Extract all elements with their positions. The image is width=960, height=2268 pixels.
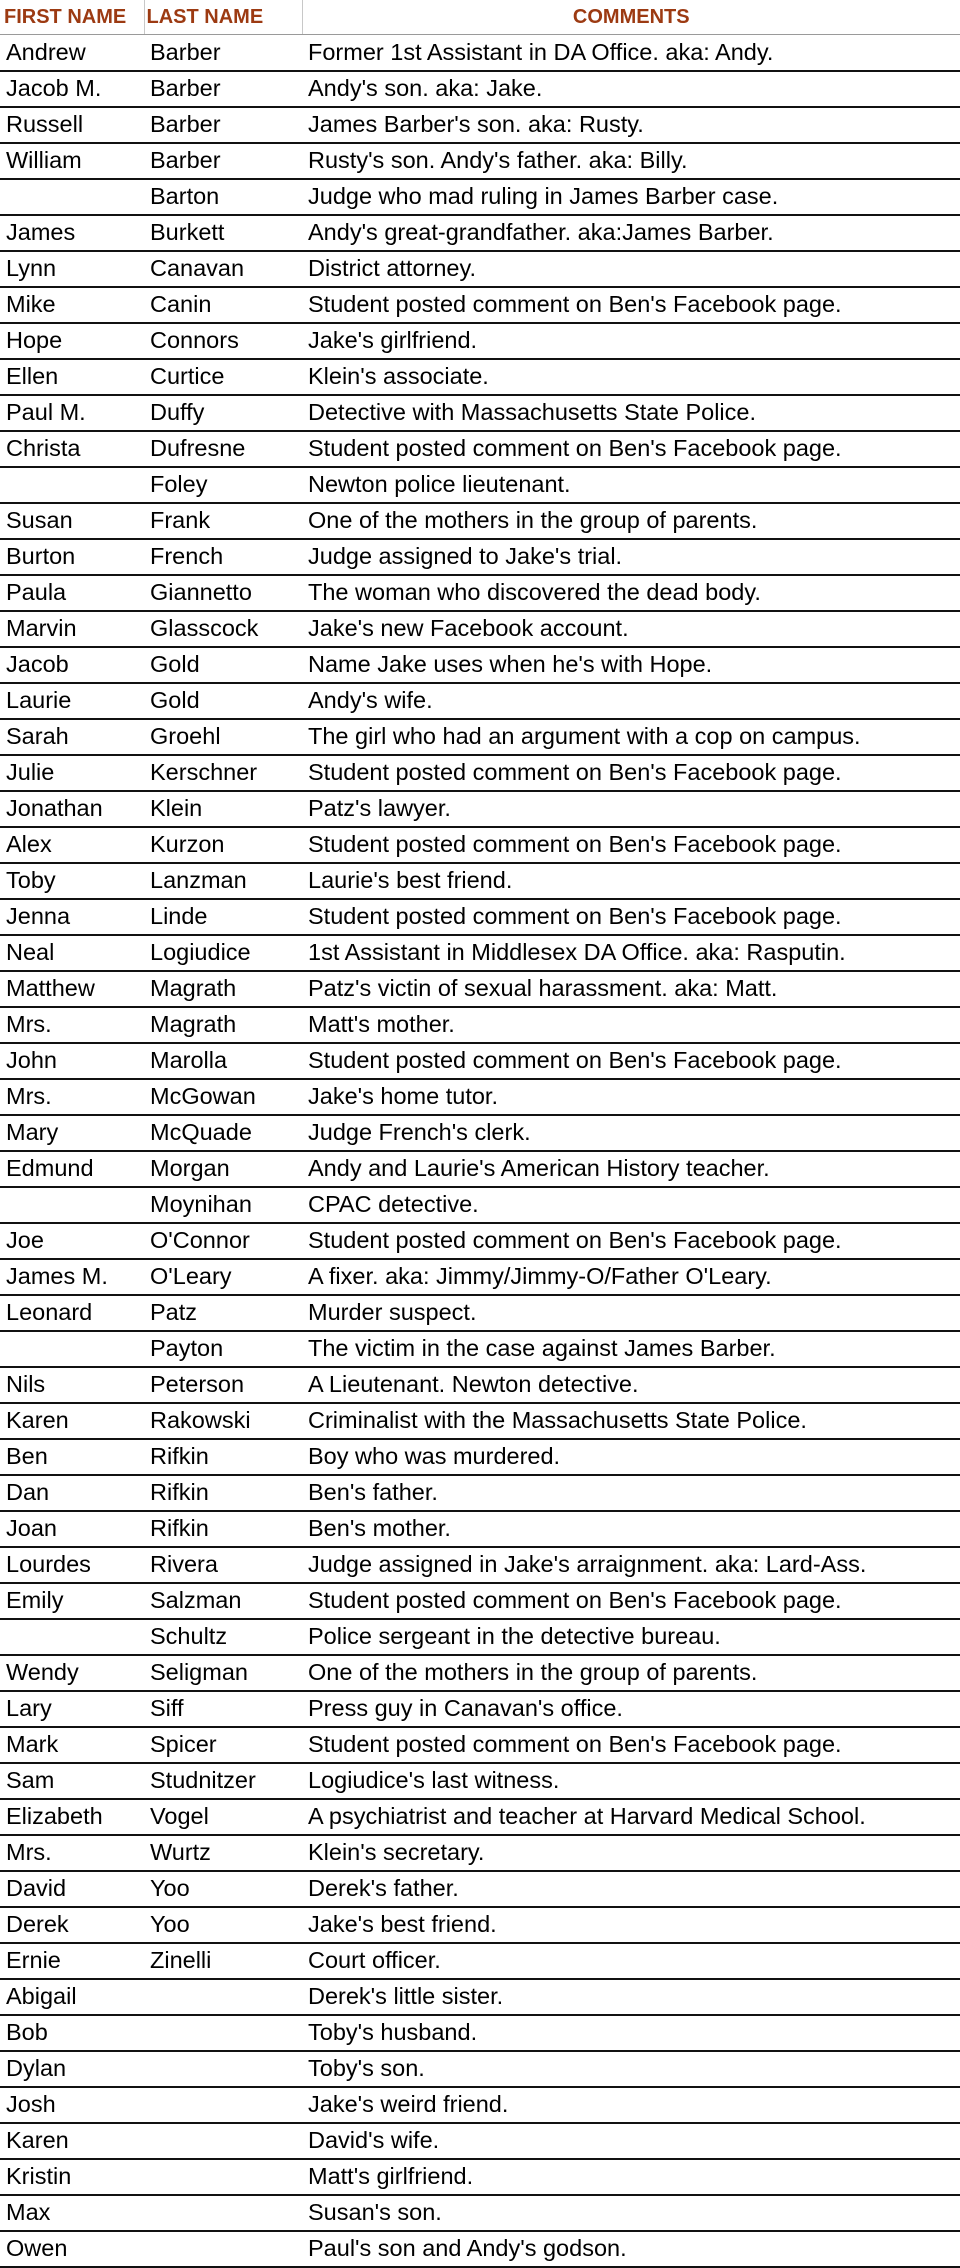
table-row xyxy=(0,2015,960,2051)
table-row xyxy=(0,395,960,431)
first-name-cell: Alex xyxy=(0,827,144,863)
table-row xyxy=(0,2087,960,2123)
last-name-cell: Barber xyxy=(144,71,302,107)
table-row xyxy=(0,1151,960,1187)
comment-cell: Judge French's clerk. xyxy=(302,1115,960,1151)
first-name-cell: Jacob xyxy=(0,647,144,683)
table-row xyxy=(0,1115,960,1151)
last-name-cell: French xyxy=(144,539,302,575)
comment-cell: Judge assigned in Jake's arraignment. aka: Lard-Ass. xyxy=(302,1547,960,1583)
last-name-cell: Rakowski xyxy=(144,1403,302,1439)
table-row xyxy=(0,1583,960,1619)
comment-cell: James Barber's son. aka: Rusty. xyxy=(302,107,960,143)
first-name-cell: Dylan xyxy=(0,2051,144,2087)
first-name-cell: Elizabeth xyxy=(0,1799,144,1835)
first-name-cell: Derek xyxy=(0,1907,144,1943)
last-name-cell: Glasscock xyxy=(144,611,302,647)
table-row xyxy=(0,611,960,647)
comment-cell: Andy's great-grandfather. aka:James Barber. xyxy=(302,215,960,251)
table-row xyxy=(0,71,960,107)
last-name-cell xyxy=(144,2015,302,2051)
last-name-cell: Duffy xyxy=(144,395,302,431)
first-name-cell: Karen xyxy=(0,2123,144,2159)
table-row xyxy=(0,359,960,395)
table-row xyxy=(0,1187,960,1223)
table-row xyxy=(0,1619,960,1655)
comment-cell: Court officer. xyxy=(302,1943,960,1979)
first-name-cell: Toby xyxy=(0,863,144,899)
first-name-cell: Joan xyxy=(0,1511,144,1547)
table-row xyxy=(0,863,960,899)
first-name-cell: Lynn xyxy=(0,251,144,287)
comment-cell: Name Jake uses when he's with Hope. xyxy=(302,647,960,683)
last-name-cell: McQuade xyxy=(144,1115,302,1151)
comment-cell: Student posted comment on Ben's Facebook page. xyxy=(302,1727,960,1763)
last-name-cell: Foley xyxy=(144,467,302,503)
comment-cell: David's wife. xyxy=(302,2123,960,2159)
first-name-cell: Neal xyxy=(0,935,144,971)
last-name-cell: Siff xyxy=(144,1691,302,1727)
last-name-cell: Lanzman xyxy=(144,863,302,899)
first-name-cell: Max xyxy=(0,2195,144,2231)
table-row xyxy=(0,2051,960,2087)
comment-cell: Student posted comment on Ben's Facebook page. xyxy=(302,1583,960,1619)
comment-cell: Boy who was murdered. xyxy=(302,1439,960,1475)
comment-cell: Student posted comment on Ben's Facebook page. xyxy=(302,431,960,467)
comment-cell: Student posted comment on Ben's Facebook page. xyxy=(302,1043,960,1079)
last-name-cell: Magrath xyxy=(144,1007,302,1043)
first-name-cell: Ellen xyxy=(0,359,144,395)
last-name-cell: Wurtz xyxy=(144,1835,302,1871)
comment-cell: CPAC detective. xyxy=(302,1187,960,1223)
table-header xyxy=(0,0,960,35)
last-name-cell xyxy=(144,2051,302,2087)
first-name-cell: Owen xyxy=(0,2231,144,2268)
last-name-cell: Moynihan xyxy=(144,1187,302,1223)
table-row xyxy=(0,143,960,179)
first-name-cell: Andrew xyxy=(0,35,144,71)
table-row xyxy=(0,719,960,755)
comment-cell: Jake's best friend. xyxy=(302,1907,960,1943)
table-row xyxy=(0,1295,960,1331)
comment-cell: Student posted comment on Ben's Facebook page. xyxy=(302,287,960,323)
table-row xyxy=(0,1331,960,1367)
table-row xyxy=(0,935,960,971)
comment-cell: Judge who mad ruling in James Barber case. xyxy=(302,179,960,215)
comment-cell: Jake's home tutor. xyxy=(302,1079,960,1115)
last-name-cell: Gold xyxy=(144,683,302,719)
first-name-cell: Julie xyxy=(0,755,144,791)
last-name-cell: Peterson xyxy=(144,1367,302,1403)
first-name-cell: Bob xyxy=(0,2015,144,2051)
last-name-cell: Yoo xyxy=(144,1871,302,1907)
comment-cell: The girl who had an argument with a cop on campus. xyxy=(302,719,960,755)
first-name-cell: Mrs. xyxy=(0,1079,144,1115)
comment-cell: Jake's girlfriend. xyxy=(302,323,960,359)
first-name-cell xyxy=(0,179,144,215)
last-name-cell: Marolla xyxy=(144,1043,302,1079)
first-name-cell xyxy=(0,467,144,503)
comment-cell: Toby's son. xyxy=(302,2051,960,2087)
comment-cell: 1st Assistant in Middlesex DA Office. aka: Rasputin. xyxy=(302,935,960,971)
comment-cell: Patz's victin of sexual harassment. aka: Matt. xyxy=(302,971,960,1007)
first-name-cell xyxy=(0,1331,144,1367)
comment-cell: The victim in the case against James Barber. xyxy=(302,1331,960,1367)
comment-cell: Derek's father. xyxy=(302,1871,960,1907)
last-name-cell: Barber xyxy=(144,143,302,179)
column-header-last-name: LAST NAME xyxy=(144,0,302,35)
comment-cell: Klein's secretary. xyxy=(302,1835,960,1871)
last-name-cell: Barber xyxy=(144,35,302,71)
table-row xyxy=(0,467,960,503)
first-name-cell: Mrs. xyxy=(0,1835,144,1871)
table-row xyxy=(0,1655,960,1691)
last-name-cell xyxy=(144,2195,302,2231)
last-name-cell xyxy=(144,2159,302,2195)
comment-cell: Laurie's best friend. xyxy=(302,863,960,899)
table-row xyxy=(0,1871,960,1907)
last-name-cell: Seligman xyxy=(144,1655,302,1691)
comment-cell: Andy and Laurie's American History teacher. xyxy=(302,1151,960,1187)
comment-cell: A fixer. aka: Jimmy/Jimmy-O/Father O'Leary. xyxy=(302,1259,960,1295)
last-name-cell: Magrath xyxy=(144,971,302,1007)
last-name-cell: Groehl xyxy=(144,719,302,755)
first-name-cell: Mark xyxy=(0,1727,144,1763)
comment-cell: Matt's mother. xyxy=(302,1007,960,1043)
first-name-cell: Matthew xyxy=(0,971,144,1007)
first-name-cell: Sam xyxy=(0,1763,144,1799)
table-row xyxy=(0,1403,960,1439)
table-row xyxy=(0,2123,960,2159)
comment-cell: Logiudice's last witness. xyxy=(302,1763,960,1799)
last-name-cell xyxy=(144,2231,302,2268)
first-name-cell: Jonathan xyxy=(0,791,144,827)
first-name-cell: David xyxy=(0,1871,144,1907)
comment-cell: Student posted comment on Ben's Facebook page. xyxy=(302,899,960,935)
comment-cell: Matt's girlfriend. xyxy=(302,2159,960,2195)
table-row xyxy=(0,1043,960,1079)
table-row xyxy=(0,755,960,791)
table-row xyxy=(0,35,960,71)
table-row xyxy=(0,1079,960,1115)
first-name-cell: Edmund xyxy=(0,1151,144,1187)
comment-cell: Former 1st Assistant in DA Office. aka: Andy. xyxy=(302,35,960,71)
first-name-cell: William xyxy=(0,143,144,179)
table-row xyxy=(0,107,960,143)
first-name-cell: Leonard xyxy=(0,1295,144,1331)
first-name-cell: Sarah xyxy=(0,719,144,755)
comment-cell: Klein's associate. xyxy=(302,359,960,395)
last-name-cell xyxy=(144,2087,302,2123)
table-row xyxy=(0,791,960,827)
comment-cell: The woman who discovered the dead body. xyxy=(302,575,960,611)
comment-cell: Rusty's son. Andy's father. aka: Billy. xyxy=(302,143,960,179)
comment-cell: Judge assigned to Jake's trial. xyxy=(302,539,960,575)
table-row xyxy=(0,827,960,863)
comment-cell: Ben's father. xyxy=(302,1475,960,1511)
comment-cell: Criminalist with the Massachusetts State Police. xyxy=(302,1403,960,1439)
last-name-cell: Payton xyxy=(144,1331,302,1367)
header-row xyxy=(0,0,960,35)
comment-cell: Paul's son and Andy's godson. xyxy=(302,2231,960,2268)
first-name-cell: James xyxy=(0,215,144,251)
table-row xyxy=(0,2195,960,2231)
last-name-cell: Rivera xyxy=(144,1547,302,1583)
table-row xyxy=(0,251,960,287)
first-name-cell: Emily xyxy=(0,1583,144,1619)
table-row xyxy=(0,2159,960,2195)
last-name-cell: Salzman xyxy=(144,1583,302,1619)
comment-cell: One of the mothers in the group of parents. xyxy=(302,1655,960,1691)
first-name-cell: Ben xyxy=(0,1439,144,1475)
last-name-cell: Linde xyxy=(144,899,302,935)
comment-cell: One of the mothers in the group of parents. xyxy=(302,503,960,539)
first-name-cell: James M. xyxy=(0,1259,144,1295)
table-row xyxy=(0,1835,960,1871)
last-name-cell: McGowan xyxy=(144,1079,302,1115)
comment-cell: Toby's husband. xyxy=(302,2015,960,2051)
first-name-cell: Lourdes xyxy=(0,1547,144,1583)
last-name-cell: Barton xyxy=(144,179,302,215)
last-name-cell: Gold xyxy=(144,647,302,683)
first-name-cell: Mary xyxy=(0,1115,144,1151)
comment-cell: Press guy in Canavan's office. xyxy=(302,1691,960,1727)
first-name-cell: Burton xyxy=(0,539,144,575)
comment-cell: Ben's mother. xyxy=(302,1511,960,1547)
first-name-cell: Abigail xyxy=(0,1979,144,2015)
comment-cell: A psychiatrist and teacher at Harvard Medical School. xyxy=(302,1799,960,1835)
table-row xyxy=(0,1439,960,1475)
last-name-cell xyxy=(144,1979,302,2015)
last-name-cell: Klein xyxy=(144,791,302,827)
last-name-cell: Dufresne xyxy=(144,431,302,467)
last-name-cell: Kerschner xyxy=(144,755,302,791)
table-row xyxy=(0,539,960,575)
last-name-cell: Rifkin xyxy=(144,1439,302,1475)
last-name-cell: Vogel xyxy=(144,1799,302,1835)
last-name-cell: Connors xyxy=(144,323,302,359)
first-name-cell: Mike xyxy=(0,287,144,323)
table-row xyxy=(0,2231,960,2268)
first-name-cell: Hope xyxy=(0,323,144,359)
comment-cell: Derek's little sister. xyxy=(302,1979,960,2015)
first-name-cell: Dan xyxy=(0,1475,144,1511)
first-name-cell: Kristin xyxy=(0,2159,144,2195)
first-name-cell: Josh xyxy=(0,2087,144,2123)
table-row xyxy=(0,899,960,935)
table-row xyxy=(0,1367,960,1403)
comment-cell: Student posted comment on Ben's Facebook page. xyxy=(302,1223,960,1259)
first-name-cell: Nils xyxy=(0,1367,144,1403)
table-row xyxy=(0,1763,960,1799)
first-name-cell: Mrs. xyxy=(0,1007,144,1043)
comment-cell: Jake's new Facebook account. xyxy=(302,611,960,647)
first-name-cell: Christa xyxy=(0,431,144,467)
table-row xyxy=(0,1259,960,1295)
comment-cell: Detective with Massachusetts State Police. xyxy=(302,395,960,431)
first-name-cell: Karen xyxy=(0,1403,144,1439)
comment-cell: Newton police lieutenant. xyxy=(302,467,960,503)
first-name-cell: Marvin xyxy=(0,611,144,647)
first-name-cell xyxy=(0,1619,144,1655)
table-row xyxy=(0,1547,960,1583)
table-row xyxy=(0,1223,960,1259)
table-row xyxy=(0,1799,960,1835)
last-name-cell: Zinelli xyxy=(144,1943,302,1979)
table-row xyxy=(0,215,960,251)
last-name-cell: Canavan xyxy=(144,251,302,287)
comment-cell: Andy's wife. xyxy=(302,683,960,719)
table-row xyxy=(0,1907,960,1943)
first-name-cell: Ernie xyxy=(0,1943,144,1979)
comment-cell: Murder suspect. xyxy=(302,1295,960,1331)
first-name-cell: Wendy xyxy=(0,1655,144,1691)
table-row xyxy=(0,1727,960,1763)
comment-cell: District attorney. xyxy=(302,251,960,287)
last-name-cell: Morgan xyxy=(144,1151,302,1187)
first-name-cell: Joe xyxy=(0,1223,144,1259)
last-name-cell: Patz xyxy=(144,1295,302,1331)
first-name-cell: Paul M. xyxy=(0,395,144,431)
first-name-cell: Jacob M. xyxy=(0,71,144,107)
last-name-cell: Spicer xyxy=(144,1727,302,1763)
comment-cell: A Lieutenant. Newton detective. xyxy=(302,1367,960,1403)
column-header-comments: COMMENTS xyxy=(302,0,960,35)
last-name-cell: Giannetto xyxy=(144,575,302,611)
last-name-cell: Curtice xyxy=(144,359,302,395)
comment-cell: Police sergeant in the detective bureau. xyxy=(302,1619,960,1655)
table-row xyxy=(0,1943,960,1979)
last-name-cell: Canin xyxy=(144,287,302,323)
comment-cell: Andy's son. aka: Jake. xyxy=(302,71,960,107)
comment-cell: Patz's lawyer. xyxy=(302,791,960,827)
table-row xyxy=(0,1691,960,1727)
last-name-cell: Logiudice xyxy=(144,935,302,971)
table-body xyxy=(0,35,960,2268)
last-name-cell: Frank xyxy=(144,503,302,539)
last-name-cell: Schultz xyxy=(144,1619,302,1655)
table-row xyxy=(0,1475,960,1511)
table-row xyxy=(0,683,960,719)
first-name-cell: Susan xyxy=(0,503,144,539)
table-row xyxy=(0,1979,960,2015)
table-row xyxy=(0,575,960,611)
comment-cell: Student posted comment on Ben's Facebook page. xyxy=(302,755,960,791)
table-row xyxy=(0,971,960,1007)
last-name-cell: Kurzon xyxy=(144,827,302,863)
table-row xyxy=(0,503,960,539)
first-name-cell: John xyxy=(0,1043,144,1079)
table-row xyxy=(0,431,960,467)
last-name-cell: Rifkin xyxy=(144,1511,302,1547)
first-name-cell: Laurie xyxy=(0,683,144,719)
last-name-cell: O'Connor xyxy=(144,1223,302,1259)
first-name-cell: Paula xyxy=(0,575,144,611)
table-row xyxy=(0,179,960,215)
last-name-cell: Barber xyxy=(144,107,302,143)
last-name-cell: O'Leary xyxy=(144,1259,302,1295)
last-name-cell xyxy=(144,2123,302,2159)
last-name-cell: Studnitzer xyxy=(144,1763,302,1799)
comment-cell: Jake's weird friend. xyxy=(302,2087,960,2123)
table-row xyxy=(0,287,960,323)
first-name-cell: Jenna xyxy=(0,899,144,935)
comment-cell: Susan's son. xyxy=(302,2195,960,2231)
table-row xyxy=(0,1511,960,1547)
last-name-cell: Yoo xyxy=(144,1907,302,1943)
table-row xyxy=(0,1007,960,1043)
column-header-first-name: FIRST NAME xyxy=(0,0,144,35)
first-name-cell: Lary xyxy=(0,1691,144,1727)
first-name-cell xyxy=(0,1187,144,1223)
last-name-cell: Rifkin xyxy=(144,1475,302,1511)
table-row xyxy=(0,647,960,683)
first-name-cell: Russell xyxy=(0,107,144,143)
table-row xyxy=(0,323,960,359)
comment-cell: Student posted comment on Ben's Facebook page. xyxy=(302,827,960,863)
last-name-cell: Burkett xyxy=(144,215,302,251)
